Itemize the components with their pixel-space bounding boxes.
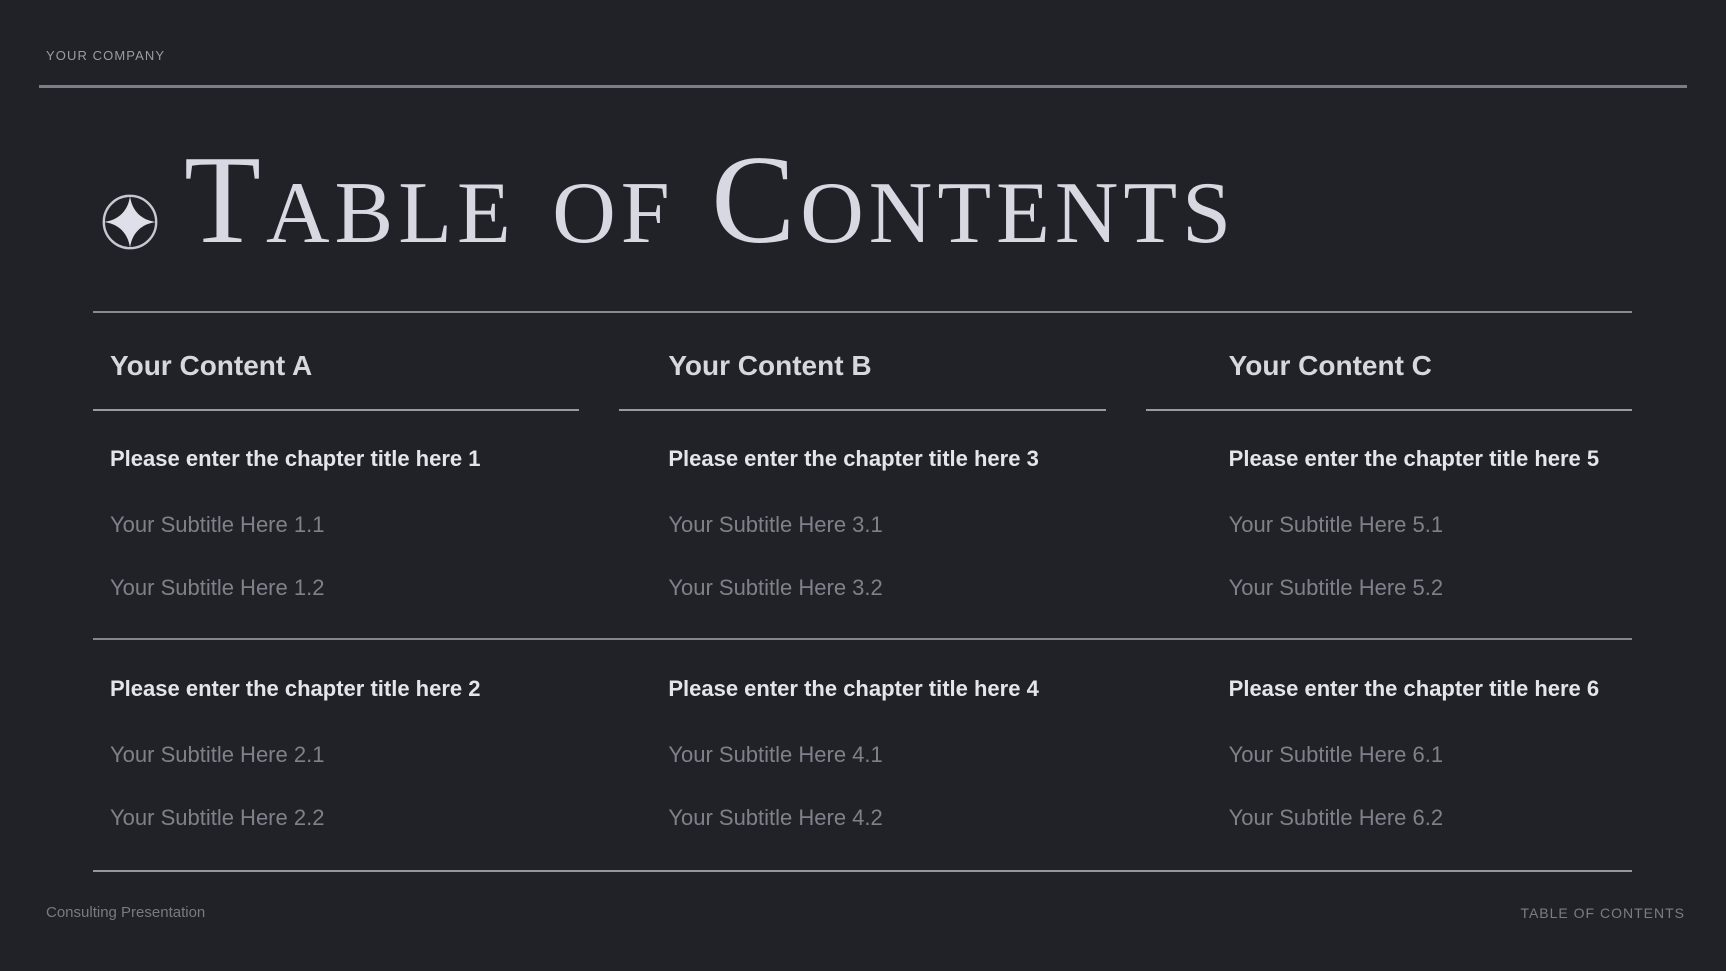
toc-column-a xyxy=(93,313,579,870)
chapter-title: Please enter the chapter title here 4 xyxy=(668,676,1039,701)
four-point-star-icon xyxy=(102,194,158,250)
column-underline xyxy=(93,409,579,411)
chapter-title: Please enter the chapter title here 6 xyxy=(1228,676,1600,701)
chapter-title: Please enter the chapter title here 1 xyxy=(110,446,481,471)
chapter-subtitle: Your Subtitle Here 1.2 xyxy=(110,575,325,600)
column-header: Your Content C xyxy=(1228,350,1432,381)
chapter-subtitle: Your Subtitle Here 1.1 xyxy=(110,512,325,537)
chapter-title: Please enter the chapter title here 2 xyxy=(110,676,481,701)
company-label: YOUR COMPANY xyxy=(46,48,166,63)
chapter-subtitle: Your Subtitle Here 4.2 xyxy=(668,805,883,830)
chapter-subtitle: Your Subtitle Here 2.1 xyxy=(110,742,325,767)
page-title: Table of Contents xyxy=(184,131,1237,270)
chapter-title: Please enter the chapter title here 3 xyxy=(668,446,1039,471)
chapter-subtitle: Your Subtitle Here 3.2 xyxy=(668,575,883,600)
footer-presentation-label: Consulting Presentation xyxy=(46,904,206,921)
column-header: Your Content B xyxy=(668,350,872,381)
chapter-title: Please enter the chapter title here 5 xyxy=(1228,446,1600,471)
toc-column-b xyxy=(619,313,1105,870)
chapter-subtitle: Your Subtitle Here 4.1 xyxy=(668,742,883,767)
chapter-subtitle: Your Subtitle Here 3.1 xyxy=(668,512,883,537)
toc-column-c xyxy=(1146,313,1632,870)
chapter-subtitle: Your Subtitle Here 6.1 xyxy=(1228,742,1444,767)
chapter-subtitle: Your Subtitle Here 5.2 xyxy=(1228,575,1444,600)
column-header: Your Content A xyxy=(110,350,313,381)
chapter-subtitle: Your Subtitle Here 6.2 xyxy=(1228,805,1444,830)
column-underline xyxy=(1146,409,1632,411)
footer-section-label: TABLE OF CONTENTS xyxy=(1520,905,1685,921)
column-underline xyxy=(619,409,1105,411)
title-row xyxy=(102,131,1237,270)
chapter-subtitle: Your Subtitle Here 5.1 xyxy=(1228,512,1444,537)
header-divider xyxy=(39,85,1687,88)
chapter-subtitle: Your Subtitle Here 2.2 xyxy=(110,805,325,830)
toc-grid xyxy=(93,311,1632,872)
